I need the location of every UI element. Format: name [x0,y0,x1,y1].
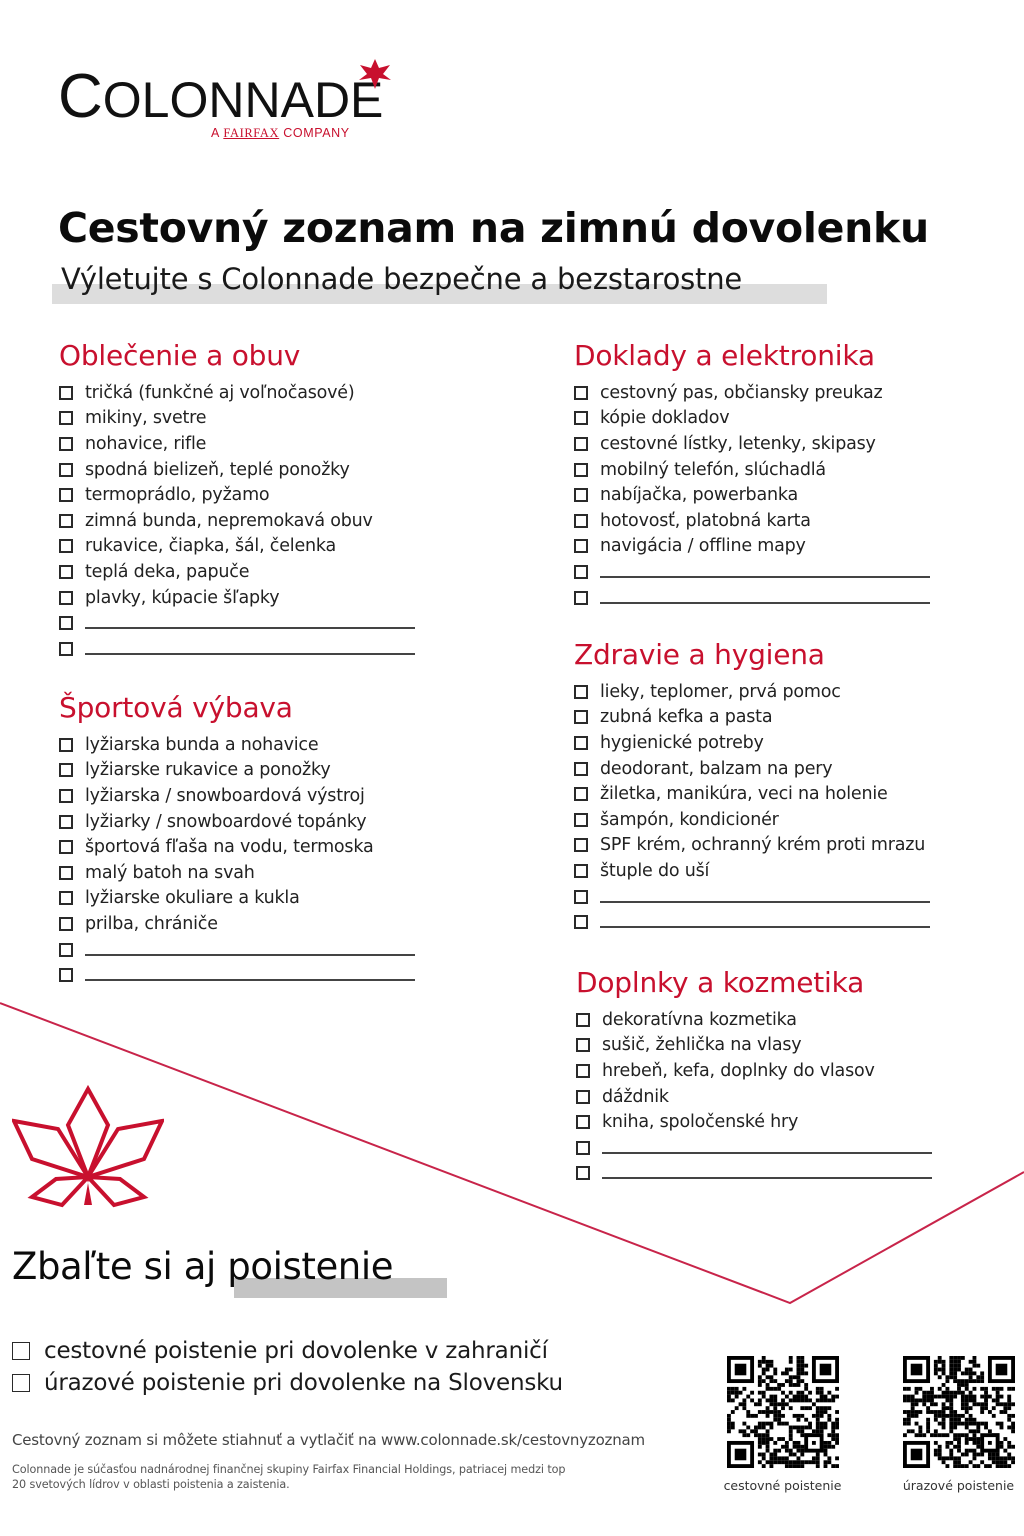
write-in-line[interactable] [85,979,415,981]
insurance-item-accident: úrazové poistenie pri dovolenke na Slovensku [12,1367,563,1399]
checklist-item [59,886,415,912]
checklist-item-label: lieky, teplomer, prvá pomoc [600,681,841,702]
qr-caption: cestovné poistenie [723,1478,842,1493]
maple-leaf-icon [358,58,392,90]
checklist-item [59,482,415,508]
write-in-line[interactable] [602,1152,932,1154]
checkbox[interactable] [574,437,588,451]
checkbox[interactable] [576,1038,590,1052]
checkbox[interactable] [574,565,588,579]
checkbox[interactable] [59,943,73,957]
write-in-line[interactable] [85,653,415,655]
checkbox[interactable] [59,917,73,931]
page-title: Cestovný zoznam na zimnú dovolenku [58,204,929,252]
qr-accident-insurance[interactable] [896,1356,1021,1493]
about-note: Colonnade je súčasťou nadnárodnej finančnej skupiny Fairfax Financial Holdings, patriacej medzi top 20 svetových lídrov v oblasti poistenia a zaistenia. [12,1463,566,1491]
checklist-item-label: sušič, žehlička na vlasy [602,1035,802,1056]
checklist-item [59,911,415,937]
checklist-item-label: teplá deka, papuče [85,561,250,582]
checkbox[interactable] [576,1013,590,1027]
write-in-line[interactable] [600,602,930,604]
checklist-item-label: lyžiarske rukavice a ponožky [85,760,331,781]
checklist-item [576,1084,932,1110]
write-in-line[interactable] [600,576,930,578]
checklist-item-label: športová fľaša na vodu, termoska [85,837,374,858]
checkbox[interactable] [574,463,588,477]
qr-code-icon [903,1356,1015,1468]
checklist-item [59,457,415,483]
checklist-item-label: tričká (funkčné aj voľnočasové) [85,382,355,403]
insurance-item-travel: cestovné poistenie pri dovolenke v zahraničí [12,1335,563,1367]
checkbox[interactable] [59,437,73,451]
checklist-item-label: cestovný pas, občiansky preukaz [600,382,883,403]
checklist-item-label: štuple do uší [600,860,710,881]
colonnade-logo [58,58,398,148]
checklist-item-label: zubná kefka a pasta [600,707,773,728]
checklist-item [574,679,930,705]
checkbox[interactable] [574,411,588,425]
checkbox[interactable] [576,1141,590,1155]
insurance-checklist [12,1335,563,1399]
blank-checklist-item [59,636,415,662]
section-clothing [59,338,415,662]
checkbox[interactable] [574,591,588,605]
checklist-item [576,1007,932,1033]
insurance-heading-block [12,1245,393,1288]
checkbox[interactable] [574,762,588,776]
checkbox[interactable] [59,514,73,528]
checkbox[interactable] [574,915,588,929]
write-in-line[interactable] [600,926,930,928]
checkbox[interactable] [574,685,588,699]
checkbox[interactable] [574,386,588,400]
checklist-item-label: cestovné lístky, letenky, skipasy [600,433,876,454]
checklist-item [59,406,415,432]
blank-checklist-item [59,610,415,636]
checklist-item-label: kópie dokladov [600,408,730,429]
checkbox[interactable] [574,539,588,553]
checklist-item [59,380,415,406]
checkbox[interactable] [574,864,588,878]
download-note: Cestovný zoznam si môžete stiahnuť a vytlačiť na www.colonnade.sk/cestovnyzoznam [12,1431,645,1449]
write-in-line[interactable] [600,901,930,903]
blank-checklist-item [576,1135,932,1161]
checkbox[interactable] [59,866,73,880]
checklist-item [574,482,930,508]
write-in-line[interactable] [602,1177,932,1179]
checkbox[interactable] [59,411,73,425]
checklist-item [576,1033,932,1059]
section-title: Doklady a elektronika [574,339,875,372]
checkbox[interactable] [59,891,73,905]
checklist-item [574,705,930,731]
checklist-item [574,756,930,782]
checklist-item [59,559,415,585]
checkbox[interactable] [12,1374,30,1392]
write-in-line[interactable] [85,627,415,629]
checklist-item-label: mikiny, svetre [85,408,207,429]
checklist-item [59,834,415,860]
checkbox[interactable] [574,488,588,502]
checkbox[interactable] [12,1342,30,1360]
blank-checklist-item [574,884,930,910]
section-extras [576,965,932,1186]
checkbox[interactable] [59,539,73,553]
checklist-item-label: nohavice, rifle [85,433,207,454]
checklist-item [576,1058,932,1084]
checklist-item [574,457,930,483]
qr-caption: úrazové poistenie [902,1478,1015,1493]
checklist-item [574,833,930,859]
checkbox[interactable] [59,463,73,477]
blank-checklist-item [574,585,930,611]
checklist-item-label: malý batoh na svah [85,862,255,883]
checklist-item [59,758,415,784]
checklist-item [574,431,930,457]
checklist-item-label: SPF krém, ochranný krém proti mrazu [600,835,926,856]
qr-travel-insurance[interactable] [720,1356,845,1493]
checkbox[interactable] [576,1115,590,1129]
checklist-item-label: lyžiarska / snowboardová výstroj [85,785,365,806]
checklist-item [574,380,930,406]
checkbox[interactable] [59,488,73,502]
checklist-item-label: nabíjačka, powerbanka [600,485,799,506]
section-title: Doplnky a kozmetika [576,966,865,999]
checkbox[interactable] [59,642,73,656]
checklist-item [59,508,415,534]
checklist-item [59,534,415,560]
checkbox[interactable] [576,1090,590,1104]
checklist-item-label: kniha, spoločenské hry [602,1112,799,1133]
checklist-item-label: šampón, kondicionér [600,809,779,830]
blank-checklist-item [59,962,415,988]
blank-checklist-item [574,909,930,935]
checklist-item-label: hygienické potreby [600,732,764,753]
section-health [574,637,930,935]
checklist-item [574,508,930,534]
checklist-item-label: rukavice, čiapka, šál, čelenka [85,536,337,557]
section-sport [59,690,415,988]
checkbox[interactable] [59,789,73,803]
checklist-item-label: deodorant, balzam na pery [600,758,833,779]
checkbox[interactable] [59,591,73,605]
checklist-item [59,860,415,886]
checklist-item [574,807,930,833]
section-title: Športová výbava [59,691,293,724]
checklist-item-label: lyžiarske okuliare a kukla [85,888,300,909]
checklist-item-label: spodná bielizeň, teplé ponožky [85,459,350,480]
checkbox[interactable] [59,840,73,854]
insurance-heading: Zbaľte si aj poistenie [12,1245,394,1288]
checklist-item-label: hotovosť, platobná karta [600,510,811,531]
checklist-item [574,406,930,432]
checklist-item-label: dekoratívna kozmetika [602,1009,797,1030]
checklist-item [576,1109,932,1135]
checkbox[interactable] [59,968,73,982]
checkbox[interactable] [574,890,588,904]
checklist-item-label: hrebeň, kefa, doplnky do vlasov [602,1060,875,1081]
checkbox[interactable] [59,616,73,630]
checklist-item-label: navigácia / offline mapy [600,536,806,557]
leaf-outline-icon [12,1085,164,1217]
checkbox[interactable] [574,838,588,852]
checklist-item [59,732,415,758]
checkbox[interactable] [574,787,588,801]
logo-tagline: A FAIRFAX COMPANY [211,126,350,140]
blank-checklist-item [59,937,415,963]
checklist-item [574,730,930,756]
checklist-item-label: mobilný telefón, slúchadlá [600,459,826,480]
checkbox[interactable] [59,738,73,752]
checklist-item [574,781,930,807]
checklist-item-label: zimná bunda, nepremokavá obuv [85,510,373,531]
checkbox[interactable] [59,763,73,777]
checklist-item [59,809,415,835]
checkbox[interactable] [574,813,588,827]
write-in-line[interactable] [85,954,415,956]
checklist-item-label: lyžiarska bunda a nohavice [85,734,319,755]
checkbox[interactable] [576,1064,590,1078]
subtitle-block [52,262,742,296]
qr-code-icon [727,1356,839,1468]
checkbox[interactable] [574,710,588,724]
checklist-item-label: plavky, kúpacie šľapky [85,587,280,608]
checklist-item [574,858,930,884]
checklist-item [59,585,415,611]
checkbox[interactable] [59,815,73,829]
section-title: Oblečenie a obuv [59,339,301,372]
checklist-item [59,783,415,809]
checklist-item-label: dáždnik [602,1086,669,1107]
blank-checklist-item [574,559,930,585]
checklist-item-label: termoprádlo, pyžamo [85,485,270,506]
checkbox[interactable] [574,514,588,528]
checklist-item-label: prilba, chrániče [85,913,218,934]
blank-checklist-item [576,1161,932,1187]
checklist-item [59,431,415,457]
checkbox[interactable] [574,736,588,750]
section-title: Zdravie a hygiena [574,638,825,671]
checkbox[interactable] [576,1166,590,1180]
logo-wordmark: COLONNADE [58,62,384,131]
checkbox[interactable] [59,565,73,579]
page-subtitle: Výletujte s Colonnade bezpečne a bezstarostne [61,262,743,296]
checkbox[interactable] [59,386,73,400]
checklist-item-label: lyžiarky / snowboardové topánky [85,811,367,832]
section-docs [574,338,930,610]
checklist-item [574,534,930,560]
checklist-item-label: žiletka, manikúra, veci na holenie [600,784,888,805]
